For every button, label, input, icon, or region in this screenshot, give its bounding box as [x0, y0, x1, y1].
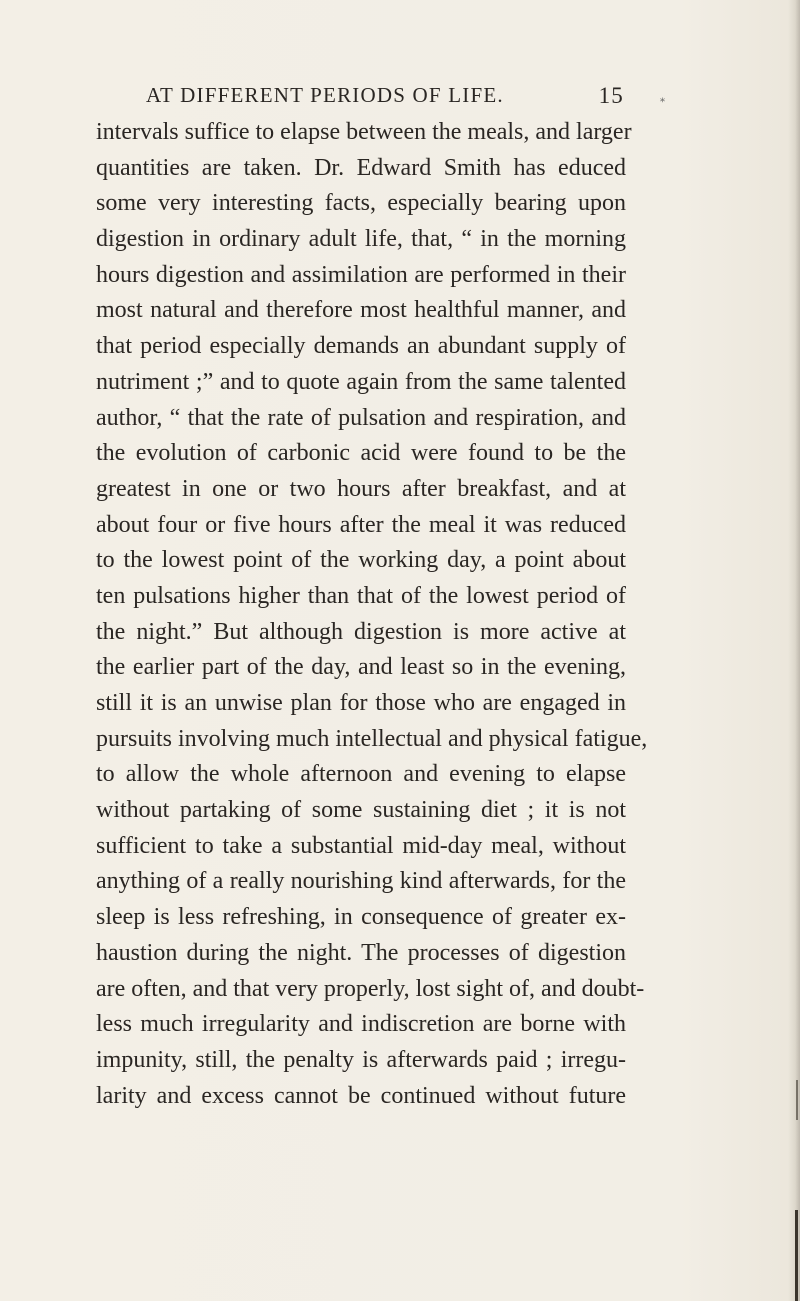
- text-line: less much irregularity and indiscretion are borne with: [96, 1011, 626, 1038]
- binding-mark: [795, 1210, 798, 1301]
- text-line: quantities are taken. Dr. Edward Smith has educed: [96, 154, 626, 181]
- text-line: some very interesting facts, especially bearing upon: [96, 190, 626, 217]
- text-line: without partaking of some sustaining diet ; it is not: [96, 797, 626, 824]
- text-line: greatest in one or two hours after breakfast, and at: [96, 475, 626, 502]
- text-line: digestion in ordinary adult life, that, “ in the morning: [96, 226, 626, 253]
- text-line: anything of a really nourishing kind afterwards, for the: [96, 868, 626, 895]
- text-line: most natural and therefore most healthful manner, and: [96, 297, 626, 324]
- text-line: hours digestion and assimilation are performed in their: [96, 261, 626, 288]
- text-line: intervals suffice to elapse between the meals, and larger: [96, 119, 632, 145]
- text-line: ten pulsations higher than that of the lowest period of: [96, 582, 626, 609]
- text-line: haustion during the night. The processes of digestion: [96, 939, 626, 966]
- text-line: to the lowest point of the working day, a point about: [96, 547, 626, 574]
- text-line: author, “ that the rate of pulsation and respiration, and: [96, 404, 626, 431]
- text-line: larity and excess cannot be continued without future: [96, 1082, 626, 1109]
- page-edge-shadow: [788, 0, 800, 1301]
- binding-mark: [796, 1080, 798, 1120]
- margin-mark: *: [660, 97, 665, 108]
- text-line: sufficient to take a substantial mid-day meal, without: [96, 832, 626, 859]
- text-line: the earlier part of the day, and least so in the evening,: [96, 654, 626, 681]
- text-line: the night.” But although digestion is more active at: [96, 618, 626, 645]
- text-line: impunity, still, the penalty is afterwards paid ; irregu-: [96, 1046, 626, 1073]
- text-line: sleep is less refreshing, in consequence of greater ex-: [96, 904, 626, 931]
- running-head-title: AT DIFFERENT PERIODS OF LIFE.: [146, 83, 504, 107]
- text-line: about four or five hours after the meal it was reduced: [96, 511, 626, 538]
- text-line: to allow the whole afternoon and evening to elapse: [96, 761, 626, 788]
- page-number: 15: [598, 83, 624, 108]
- text-line: are often, and that very properly, lost sight of, and doubt-: [96, 975, 645, 1002]
- text-line: nutriment ;” and to quote again from the same talented: [96, 368, 626, 395]
- text-line: that period especially demands an abundant supply of: [96, 333, 626, 360]
- running-head: [146, 83, 624, 113]
- text-line: pursuits involving much intellectual and physical fatigue,: [96, 725, 648, 752]
- body-text: [96, 115, 648, 1114]
- text-line: the evolution of carbonic acid were found to be the: [96, 440, 626, 467]
- text-line: still it is an unwise plan for those who are engaged in: [96, 690, 626, 716]
